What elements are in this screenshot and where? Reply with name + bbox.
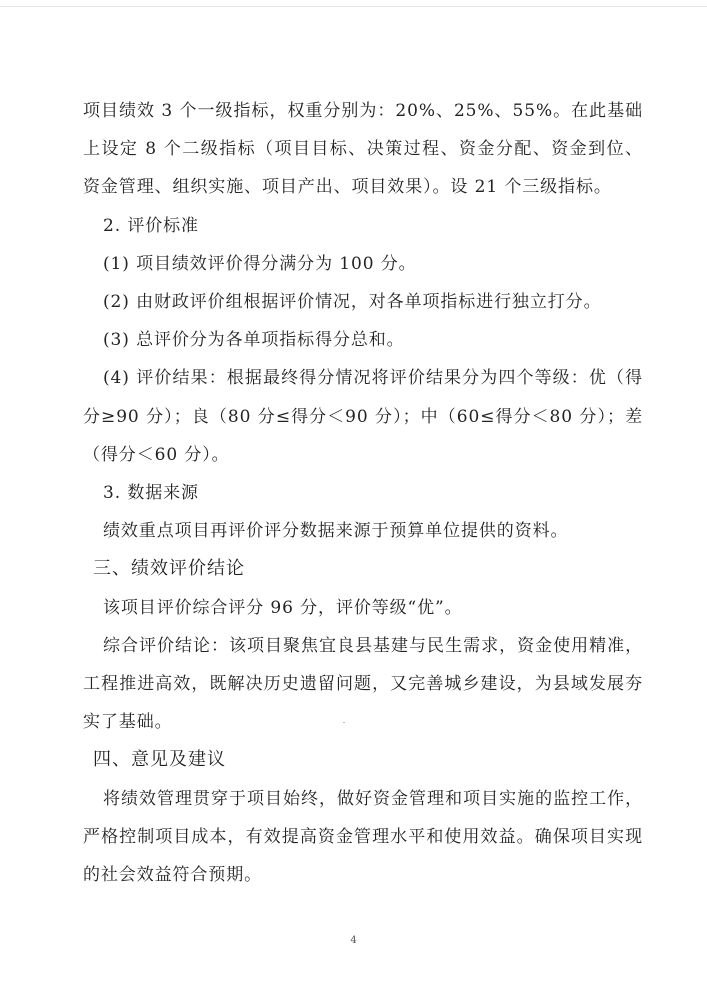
- paragraph-conclusion: 综合评价结论：该项目聚焦宜良县基建与民生需求，资金使用精准，工程推进高效，既解决历史遗留问题，又完善城乡建设，为县域发展夯实了基础。: [83, 635, 643, 733]
- criteria-item-4: (4) 评价结果：根据最终得分情况将评价结果分为四个等级：优（得分≥90 分）；良（80 分≤得分＜90 分）；中（60≤得分＜80 分）；差（得分＜60 分）。: [83, 368, 643, 465]
- section-heading-suggestions: 四、意见及建议: [93, 749, 226, 771]
- paragraph-suggestions: 将绩效管理贯穿于项目始终，做好资金管理和项目实施的监控工作，严格控制项目成本，有效提高资金管理水平和使用效益。确保项目实现的社会效益符合预期。: [83, 788, 643, 886]
- subheading-evaluation-criteria: 2. 评价标准: [103, 215, 199, 236]
- subheading-data-source: 3. 数据来源: [103, 483, 199, 504]
- paragraph-indicator-weights: 项目绩效 3 个一级指标，权重分别为：20%、25%、55%。在此基础上设定 8 个二级指标（项目目标、决策过程、资金分配、资金到位、资金管理、组织实施、项目产出、项目效果）。设 21 个三级指标。: [83, 101, 643, 198]
- criteria-item-3: (3) 总评价分为各单项指标得分总和。: [103, 330, 405, 351]
- document-page: [83, 92, 643, 894]
- section-heading-conclusion: 三、绩效评价结论: [93, 558, 245, 580]
- paragraph-overall-score: 该项目评价综合评分 96 分，评价等级“优”。: [103, 597, 463, 618]
- paragraph-data-source: 绩效重点项目再评价评分数据来源于预算单位提供的资料。: [103, 521, 569, 542]
- page-number: 4: [350, 935, 357, 946]
- criteria-item-1: (1) 项目绩效评价得分满分为 100 分。: [103, 253, 417, 274]
- scan-speck: [343, 722, 345, 723]
- criteria-item-2: (2) 由财政评价组根据评价情况，对各单项指标进行独立打分。: [103, 292, 602, 313]
- scan-top-edge: [0, 6, 707, 7]
